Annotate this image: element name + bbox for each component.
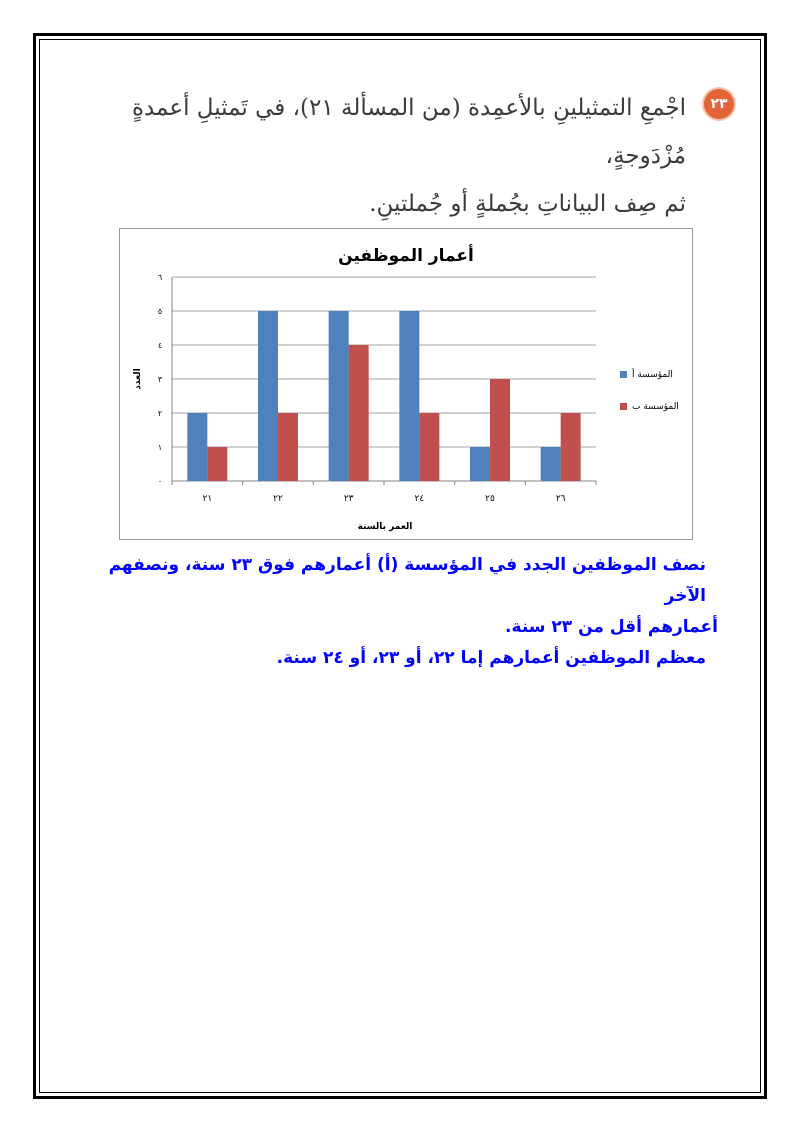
problem-line-1: اجْمعِ التمثيلينِ بالأعمِدة (من المسألة ٢١)، في تَمثيلِ أعمدةٍ مُزْدَوجةٍ، xyxy=(131,95,686,169)
x-axis-label: العمر بالسنة xyxy=(357,522,413,532)
problem-statement xyxy=(120,84,734,228)
y-tick-label: ٣ xyxy=(157,375,163,384)
legend-label: المؤسسة ب xyxy=(632,402,679,412)
chart-container xyxy=(119,228,693,540)
bar-series-a xyxy=(541,447,561,481)
chart-bars xyxy=(187,311,580,481)
bar-series-b xyxy=(561,413,581,481)
answer-line-1: نصف الموظفين الجدد في المؤسسة (أ) أعمارهم فوق ٢٣ سنة، ونصفهم الآخر xyxy=(108,555,706,606)
bar-series-a xyxy=(329,311,349,481)
bar-series-b xyxy=(490,379,510,481)
bar-series-a xyxy=(187,413,207,481)
chart-title: أعمار الموظفين xyxy=(338,246,474,266)
y-tick-labels xyxy=(158,273,163,486)
y-tick-label: ٠ xyxy=(157,477,163,486)
x-tick-label: ٢٤ xyxy=(414,494,425,504)
chart-legend xyxy=(620,368,679,412)
bar-series-b xyxy=(278,413,298,481)
y-axis-label: العدد xyxy=(133,368,143,390)
x-tick-label: ٢٥ xyxy=(485,494,495,504)
y-tick-label: ٢ xyxy=(157,409,163,418)
x-tick-labels xyxy=(202,494,565,504)
bar-series-a xyxy=(399,311,419,481)
legend-label: المؤسسة أ xyxy=(632,370,673,380)
bar-series-a xyxy=(258,311,278,481)
chart-gridlines xyxy=(172,277,596,485)
answer-line-2: أعمارهم أقل من ٢٣ سنة. xyxy=(505,617,718,637)
legend-swatch xyxy=(620,403,627,410)
bar-chart xyxy=(120,229,692,539)
y-tick-label: ٥ xyxy=(157,307,163,316)
answer-text xyxy=(80,550,718,674)
bar-series-b xyxy=(349,345,369,481)
bar-series-a xyxy=(470,447,490,481)
y-tick-label: ٤ xyxy=(157,341,163,350)
x-tick-label: ٢٣ xyxy=(343,494,354,504)
legend-swatch xyxy=(620,371,627,378)
y-tick-label: ١ xyxy=(157,443,163,452)
bar-series-b xyxy=(207,447,227,481)
answer-line-3: معظم الموظفين أعمارهم إما ٢٢، أو ٢٣، أو ٢٤ سنة. xyxy=(276,648,706,668)
y-tick-label: ٦ xyxy=(157,273,163,282)
bar-series-b xyxy=(419,413,439,481)
x-tick-label: ٢٢ xyxy=(273,494,283,504)
x-tick-label: ٢١ xyxy=(202,494,213,504)
x-tick-label: ٢٦ xyxy=(555,494,566,504)
problem-line-2: ثم صِف البياناتِ بجُملةٍ أو جُملتينِ. xyxy=(369,191,686,217)
problem-number-badge: ٢٣ xyxy=(704,89,734,119)
